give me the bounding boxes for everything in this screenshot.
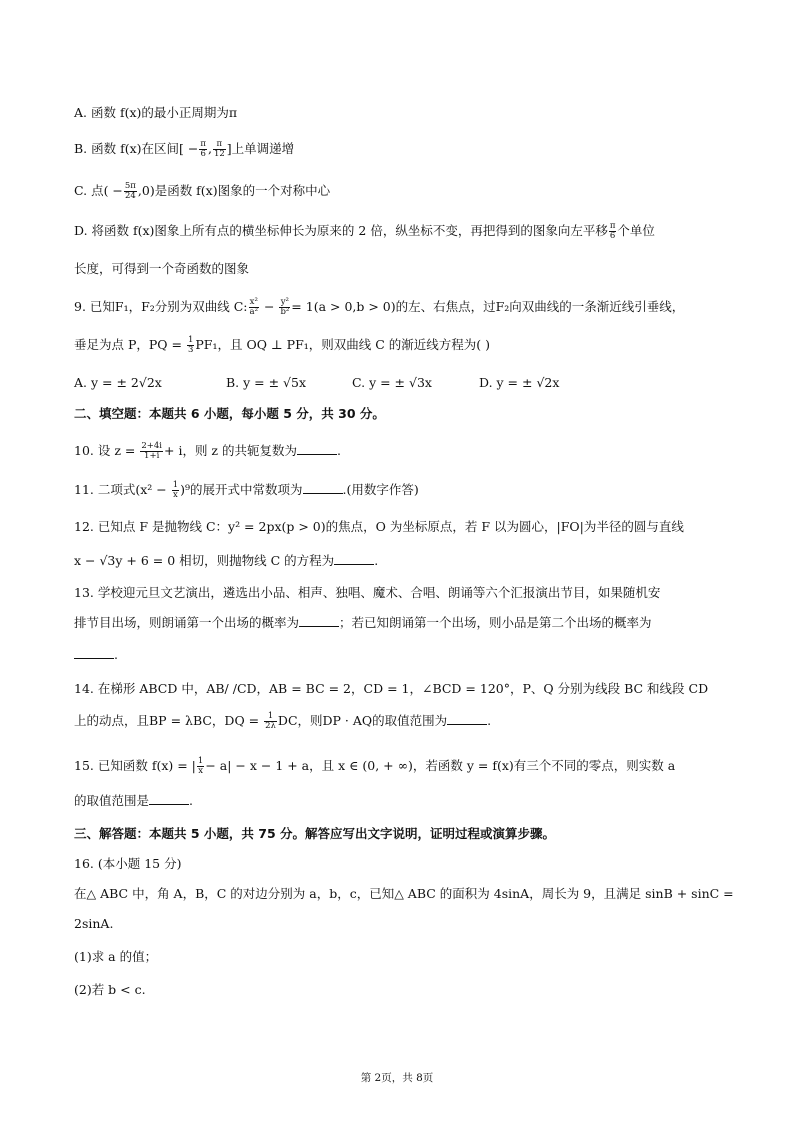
fraction: $\frac{5\pi}{24}$ [124, 181, 136, 201]
q9-option-c: C. y = ± √3x [352, 375, 432, 390]
q15-line1: 15. 已知函数 f(x) = | $\frac{1}{x}$ − a| − x − 1 + a，且 x ∈ (0, + ∞)，若函数 y = f(x)有三个不同的零点，则实数 a [74, 756, 676, 776]
q11: 11. 二项式(x² − $\frac{1}{x}$ )⁹的展开式中常数项为 .(用数字作答) [74, 480, 419, 500]
fraction: $\frac{1}{x}$ [197, 756, 204, 776]
answer-blank [303, 481, 343, 494]
q16-line2: 2sinA. [74, 916, 114, 931]
q12-line2: x − √3y + 6 = 0 相切，则抛物线 C 的方程为 . [74, 553, 379, 568]
page-footer: 第 2页，共 8页 [360, 1072, 434, 1084]
q15-line2: 的取值范围是 . [74, 793, 193, 808]
answer-blank [74, 646, 114, 659]
answer-blank [149, 792, 189, 805]
q9-option-a: A. y = ± 2√2x [74, 375, 162, 390]
fraction: $\frac{\pi}{6}$ [609, 221, 616, 241]
q13-line2: 排节目出场，则朗诵第一个出场的概率为 ；若已知朗诵第一个出场，则小品是第二个出场的概率为 [74, 615, 652, 630]
q8-option-d-cont: 长度，可得到一个奇函数的图象 [74, 261, 250, 276]
q14-line2: 上的动点，且BP = λBC，DQ = $\frac{1}{2\lambda}$ DC，则DP · AQ的取值范围为 . [74, 711, 492, 731]
answer-blank [334, 552, 374, 565]
q8-option-d: D. 将函数 f(x)图象上所有点的横坐标伸长为原来的 2 倍，纵坐标不变，再把得到的图象向左平移 $\frac{\pi}{6}$ 个单位 [74, 221, 655, 241]
answer-blank [297, 442, 337, 455]
fraction: $\frac{1}{3}$ [187, 335, 194, 355]
q9-option-d: D. y = ± √2x [479, 375, 560, 390]
q14-line1: 14. 在梯形 ABCD 中，AB/ /CD，AB = BC = 2，CD = 1，∠BCD = 120°，P、Q 分别为线段 BC 和线段 CD [74, 681, 709, 696]
fraction: $\frac{1}{2\lambda}$ [265, 711, 276, 731]
fraction: $\frac{\text{x²}}{\text{a²}}$ [249, 297, 259, 317]
q13-line1: 13. 学校迎元旦文艺演出，遴选出小品、相声、独唱、魔术、合唱、朗诵等六个汇报演出节目，如果随机安 [74, 585, 661, 600]
q8-option-c: C. 点( − $\frac{5\pi}{24}$ ,0)是函数 f(x)图象的一个对称中心 [74, 181, 331, 201]
answer-blank [447, 712, 487, 725]
q9-option-b: B. y = ± √5x [226, 375, 307, 390]
answer-blank [299, 614, 339, 627]
fraction: $\frac{\text{y²}}{\text{b²}}$ [280, 297, 290, 317]
fraction: $\frac{1}{x}$ [172, 480, 179, 500]
q9-line2: 垂足为点 P，PQ = $\frac{1}{3}$ PF₁，且 OQ ⊥ PF₁，则双曲线 C 的渐近线方程为( ) [74, 335, 490, 355]
q10: 10. 设 z = $\frac{2+4i}{1+i}$ + i，则 z 的共轭复数为 . [74, 441, 341, 461]
q8-option-a: A. 函数 f(x)的最小正周期为π [74, 105, 238, 120]
fraction: $\frac{\pi}{12}$ [213, 139, 225, 159]
fraction: $\frac{\pi}{6}$ [200, 139, 206, 159]
q16-line1: 在△ ABC 中，角 A，B，C 的对边分别为 a，b，c，已知△ ABC 的面积为 4sinA，周长为 9，且满足 sinB + sinC = [74, 886, 734, 901]
q9-line1: 9. 已知F₁，F₂分别为双曲线 C: $\frac{\text{x²}}{\text{a²}}$ − $\frac{\text{y²}}{\text{b²}}$ = 1(a > 0,b > 0)的左、右焦点，过F₂向双曲线的一条渐近线引垂线， [74, 297, 685, 317]
q16-header: 16. (本小题 15 分) [74, 856, 182, 871]
q13-line3: . [74, 646, 118, 664]
fraction: $\frac{2+4i}{1+i}$ [141, 441, 163, 461]
section-heading-fill-in: 二、填空题：本题共 6 小题，每小题 5 分，共 30 分。 [74, 406, 385, 421]
section-heading-solutions: 三、解答题：本题共 5 小题，共 75 分。解答应写出文字说明，证明过程或演算步骤。 [74, 826, 556, 841]
q16-part2: (2)若 b < c. [74, 982, 146, 997]
q16-part1: (1)求 a 的值； [74, 949, 158, 964]
q8-option-b: B. 函数 f(x)在区间[ − $\frac{\pi}{6}$ , $\frac{\pi}{12}$ ]上单调递增 [74, 139, 295, 159]
q12-line1: 12. 已知点 F 是抛物线 C：y² = 2px(p > 0)的焦点，O 为坐标原点，若 F 以为圆心，|FO|为半径的圆与直线 [74, 519, 684, 534]
